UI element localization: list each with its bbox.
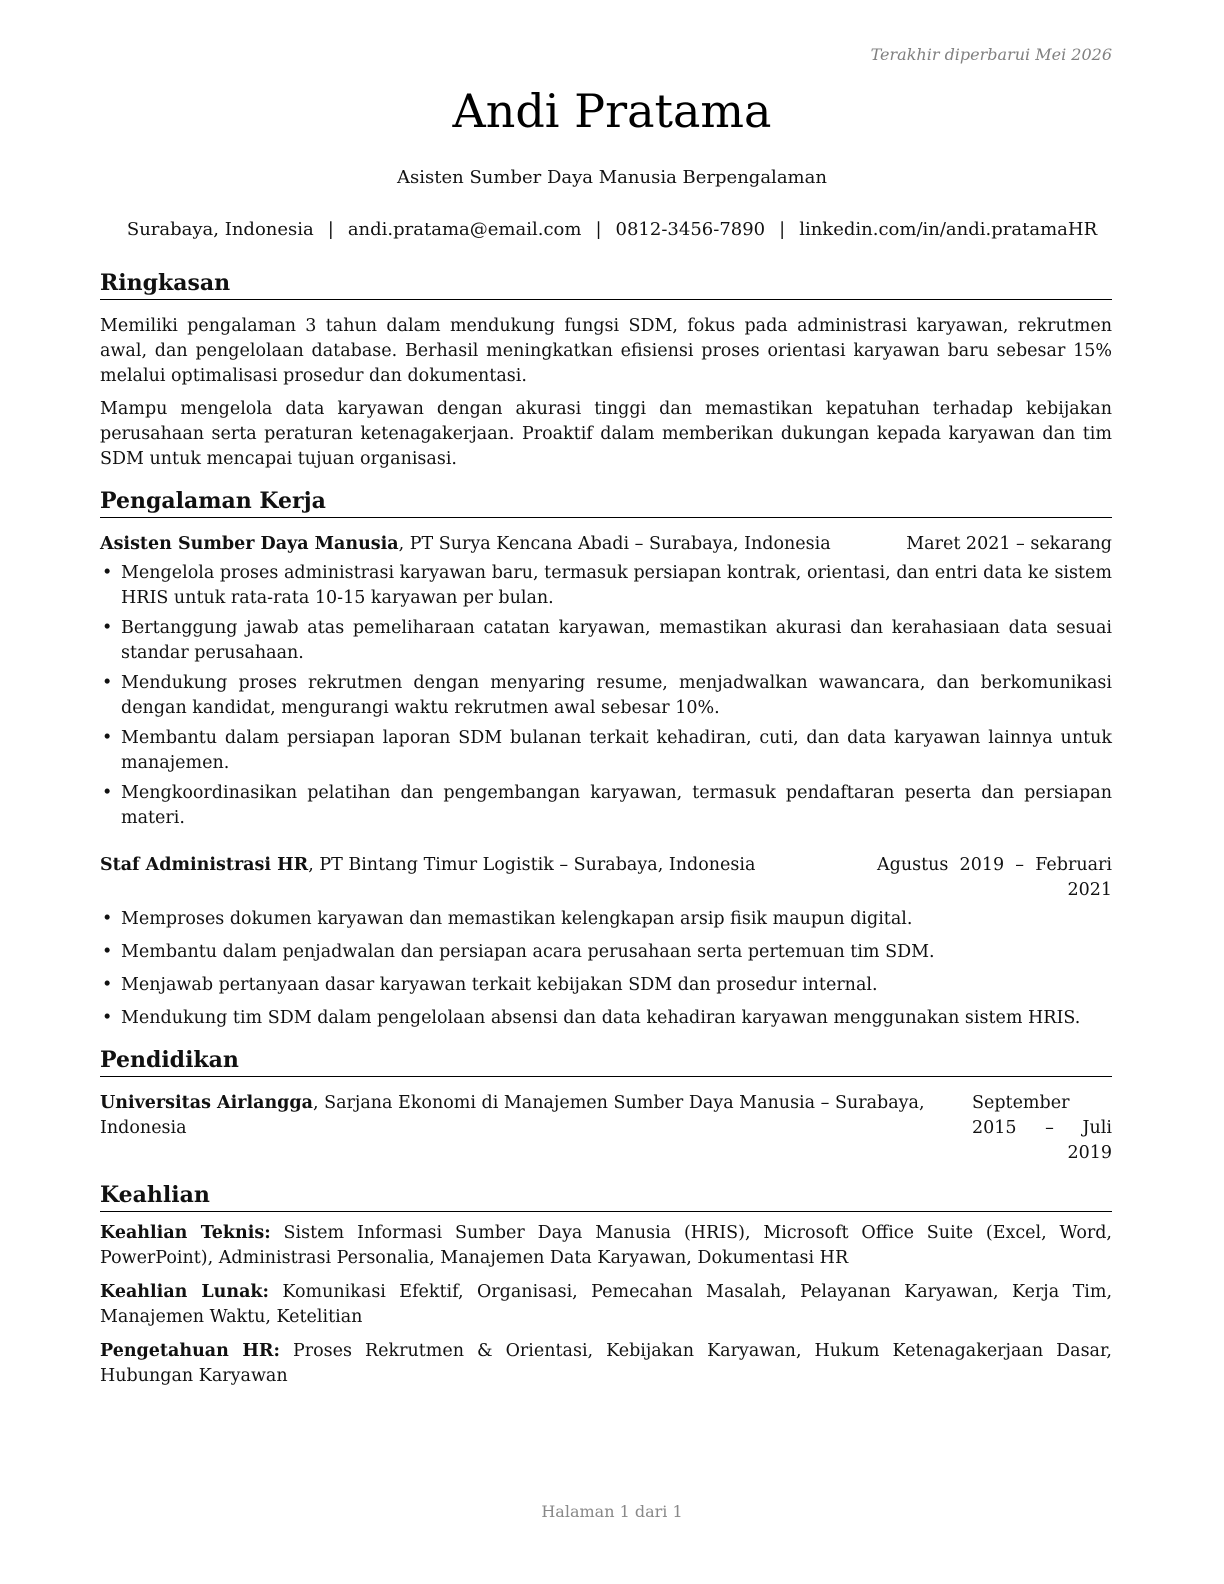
education-dates: September 2015 – Juli 2019 [972,1093,1112,1163]
job-dates: Maret 2021 – sekarang [906,534,1112,554]
job-bullet: • Menjawab pertanyaan dasar karyawan terkait kebijakan SDM dan prosedur internal. [100,973,1112,998]
skill-item [100,1280,1112,1330]
job-title-line [100,532,906,557]
skill-value: Sistem Informasi Sumber Daya Manusia (HRIS), Microsoft Office Suite (Excel, Word, PowerPoint), Administrasi Personalia, Manajemen Data Karyawan, Dokumentasi HR [100,1223,1112,1268]
job-bullet: • Mengkoordinasikan pelatihan dan pengembangan karyawan, termasuk pendaftaran peserta dan persiapan materi. [100,781,1112,831]
job-bullets [100,907,1112,1031]
job-title-line [100,853,877,903]
job-bullet: • Mendukung proses rekrutmen dengan menyaring resume, menjadwalkan wawancara, dan berkomunikasi dengan kandidat, mengurangi waktu rekrutmen awal sebesar 10%. [100,671,1112,721]
last-updated: Terakhir diperbarui Mei 2026 [870,45,1112,64]
job-bullets [100,561,1112,831]
section-title-summary: Ringkasan [100,268,1112,300]
job-bullet: • Membantu dalam penjadwalan dan persiapan acara perusahaan serta pertemuan tim SDM. [100,940,1112,965]
job-company: , PT Surya Kencana Abadi – Surabaya, Indonesia [398,534,831,554]
job-role: Staf Administrasi HR [100,855,309,875]
summary-section [100,268,1112,472]
contact-separator: | [779,219,786,240]
skill-label: Pengetahuan HR: [100,1341,280,1361]
candidate-subtitle: Asisten Sumber Daya Manusia Berpengalaman [397,167,827,188]
job-bullet: • Memproses dokumen karyawan dan memastikan kelengkapan arsip fisik maupun digital. [100,907,1112,932]
education-line [100,1091,972,1166]
contact-separator: | [327,219,334,240]
contact-separator: | [595,219,602,240]
job-header [100,532,1112,557]
contact-linkedin[interactable]: linkedin.com/in/andi.pratamaHR [799,219,1098,240]
contact-line [0,219,1224,240]
education-school: Universitas Airlangga [100,1093,313,1113]
job-dates: Agustus 2019 – Februari 2021 [877,855,1112,900]
summary-paragraph: Mampu mengelola data karyawan dengan akurasi tinggi dan memastikan kepatuhan terhadap kebijakan perusahaan serta peraturan ketenagakerjaan. Proaktif dalam memberikan dukungan kepada karyawan dan tim SDM untuk mencapai tujuan organisasi. [100,399,1112,469]
skill-label: Keahlian Teknis: [100,1223,271,1243]
job-role: Asisten Sumber Daya Manusia [100,534,399,554]
section-title-experience: Pengalaman Kerja [100,486,1112,518]
experience-section [100,486,1112,1031]
job-bullet: • Bertanggung jawab atas pemeliharaan catatan karyawan, memastikan akurasi dan kerahasiaan data sesuai standar perusahaan. [100,616,1112,666]
section-title-skills: Keahlian [100,1180,1112,1212]
education-entry [100,1091,1112,1166]
skill-value: Komunikasi Efektif, Organisasi, Pemecahan Masalah, Pelayanan Karyawan, Kerja Tim, Manajemen Waktu, Ketelitian [100,1282,1113,1327]
skills-section [100,1180,1112,1389]
education-section [100,1045,1112,1166]
page-number: Halaman 1 dari 1 [541,1502,683,1521]
contact-phone: 0812-3456-7890 [615,219,766,240]
job-entry [100,532,1112,831]
skill-item [100,1221,1112,1271]
resume-body [100,268,1112,1403]
section-title-education: Pendidikan [100,1045,1112,1077]
job-entry [100,853,1112,1031]
candidate-name: Andi Pratama [452,84,772,138]
skill-label: Keahlian Lunak: [100,1282,269,1302]
education-header [100,1091,1112,1166]
education-degree: , Sarjana Ekonomi di Manajemen Sumber Daya Manusia – Surabaya, Indonesia [100,1093,925,1138]
skill-item [100,1339,1112,1389]
summary-paragraph: Memiliki pengalaman 3 tahun dalam mendukung fungsi SDM, fokus pada administrasi karyawan, rekrutmen awal, dan pengelolaan database. Berhasil meningkatkan efisiensi proses orientasi karyawan baru sebesar 15% melalui optimalisasi prosedur dan dokumentasi. [100,316,1112,386]
skill-value: Proses Rekrutmen & Orientasi, Kebijakan Karyawan, Hukum Ketenagakerjaan Dasar, Hubungan Karyawan [100,1341,1112,1386]
contact-email[interactable]: andi.pratama@email.com [347,219,582,240]
job-bullet: • Mendukung tim SDM dalam pengelolaan absensi dan data kehadiran karyawan menggunakan sistem HRIS. [100,1006,1112,1031]
job-company: , PT Bintang Timur Logistik – Surabaya, Indonesia [308,855,756,875]
job-bullet: • Mengelola proses administrasi karyawan baru, termasuk persiapan kontrak, orientasi, dan entri data ke sistem HRIS untuk rata-rata 10-15 karyawan per bulan. [100,561,1112,611]
job-bullet: • Membantu dalam persiapan laporan SDM bulanan terkait kehadiran, cuti, dan data karyawan lainnya untuk manajemen. [100,726,1112,776]
contact-location: Surabaya, Indonesia [126,219,314,240]
job-header [100,853,1112,903]
